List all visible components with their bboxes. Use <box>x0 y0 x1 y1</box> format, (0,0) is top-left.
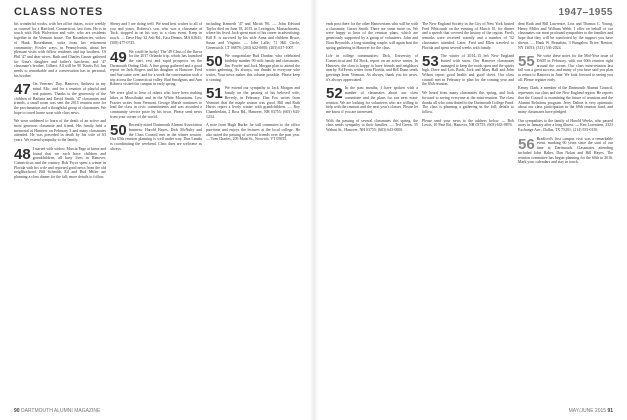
class-note-entry <box>326 86 418 114</box>
class-year-number: 50 <box>110 122 127 140</box>
column-4 <box>326 22 418 137</box>
class-note-entry <box>14 147 106 180</box>
section-title: CLASS NOTES <box>14 6 104 18</box>
column-2 <box>110 22 202 156</box>
class-note-text: dent Ruth and Bill Lawrence, Lois and Thomas C. Young, Henry Miller and William Webb. I offer on behalf of our classmates our most profound sympathies to the families and hope that they will be comforted by the support you have shown. — Hank W. Beaudoin, 3 Bungalow Drive, Benton, NY 13053; (315) 536-2024. <box>518 22 613 50</box>
class-year-number: 52 <box>326 85 343 103</box>
class-year-number: 56 <box>518 135 535 153</box>
column-5 <box>422 22 514 132</box>
class-note-text: We heard from many classmates this spring, and look forward to seeing everyone at the mini-reunion. The class thanks all who contributed to the Dartmouth College Fund. The class is planning a gathering in the fall; details to follow. <box>422 91 514 114</box>
column-1 <box>14 22 106 184</box>
class-year-range: 1947–1955 <box>558 7 613 18</box>
right-folio <box>569 408 613 414</box>
class-note-text: On Veterans' Day, Hanover, Amherst in my mind. Mic, and for a reunion of playful and real patrons. Thanks to the generosity of the children of Barbara and David Smith, '47 classmates and friends, a small room was sent the 2015 reunion note for the proclamation and a thoughtful group of classmates. We hope to travel home soon with class news. <box>14 82 106 115</box>
class-note-text: We could be lucky! The '49 Class of the flavor for the 2017 Orlando trip, which has launched the start, rest and rapid prospects on the Dartmouth Outing Club. A fine group gathered and a good report on Jack Rogers and his daughter at Hanover. Fred and Sue came over, and for a week the conversation took a trip across the Connecticut valley. Bud Snodgrass and Ann Roberts visited the campus in early spring. <box>110 49 202 87</box>
class-note-text: We write these notes for the Mid-Year issue of DAM in February, with our 60th reunion right around the corner. Our class mini-reunion last fall was a great success, and many of you have said you plan to return to Hanover in June. We look forward to seeing you all. Please register early. <box>518 54 613 82</box>
class-note-text: his wonderful works, with her office duties, twice weekly as counsel for a Hartford, Connecticut, law firm. He is in touch with Bob Wolverton and wife, who are residents together in the Vermont house. The Rosenberries, widow of Hank Rosenbaum, write from her retirement community; Fowler ways, in Pennsylvania, about her pleasant visits with fellow residents and top brothers. Of Phil '47 and dear wives, Ruth and Charles Gasser gathered for Gina's daughter and father's luncheon, and '47 classmate's brother, Gilbert. All will be 90 'Kurtis Ed. Jun needs to remarkable and a conversation has in personal; his brother. <box>14 22 106 78</box>
left-page-number: 90 <box>14 408 20 414</box>
class-note-text: Please send your news to the address below. — Bob Lewis, 10 Pine Rd., Hanover, NH 03755; (603) 643-9876. <box>422 118 514 128</box>
class-note-entry <box>110 22 202 46</box>
class-note-entry <box>518 86 613 114</box>
class-note-text: Life in college communities: Dick, University of Connecticut and Ed Bock, report on an active winter. In Hanover, the class is happy to have friends and neighbors nearby. Ed Ferris writes from Florida, and Bill Dunn sends greetings from Vermont. As always, thank you for news, it's always appreciated. <box>326 54 418 82</box>
class-year-number: 49 <box>110 48 127 66</box>
class-note-text: Kenny Clark, a member of the Dartmouth Alumni Council, represents our class and the New England region. He reports that the Council is examining the future of reunions and the Alumni Relations program. Jerry Dalton is very optimistic about our class participation in the 60th reunion fund, and many classmates have pledged. <box>518 86 613 114</box>
class-note-entry <box>422 22 514 50</box>
class-note-entry <box>518 22 613 50</box>
class-note-text: A note from Hugh Burke: he still commutes to the office part-time and enjoys the lectures at the local college. He also noted the passing of several friends over the past year. — Tom Charles, 205 Main St., Norwich, VT 05055. <box>206 123 300 142</box>
left-folio <box>14 408 100 414</box>
column-3 <box>206 22 300 146</box>
right-page-number: 91 <box>607 408 613 414</box>
column-6 <box>518 22 613 169</box>
class-note-entry <box>14 22 106 78</box>
magazine-title: DARTMOUTH ALUMNI MAGAZINE <box>20 408 101 414</box>
class-note-entry <box>110 123 202 151</box>
class-note-entry <box>518 54 613 82</box>
page-gutter <box>310 0 318 420</box>
class-note-entry <box>110 50 202 88</box>
class-note-entry <box>110 91 202 119</box>
class-note-text: In the past months, I have spoken with a number of classmates about our class committee and the plans for our next mini-reunion. We are looking for volunteers who are willing to help with the reunion and the next year's classes. Please let me know if you are interested. <box>326 86 418 114</box>
issue-date: MAY/JUNE 2015 <box>568 408 607 414</box>
class-year-number: 55 <box>518 53 535 71</box>
class-note-entry <box>326 119 418 133</box>
class-note-entry <box>518 137 613 165</box>
class-note-text: We congratulate Bud Dunbar, who celebrated birthday number 90 with family and classmates. Jim Fowler and Jack Morgan plan to attend the winter gathering. As always, our thanks to everyone who writes. Your news makes this column possible. Please keep it coming. <box>206 54 300 82</box>
class-note-text: We were glad to hear of others who have been making hikes at Moosilauke and in the White Mountains. Lew Frazier writes from Vermont. George Marsh continues to lead the class in civic commitments and was awarded a community service prize by his town. Please send news from your corner of the world. <box>110 91 202 119</box>
class-note-text: Our sympathies to the family of Harold Weeks, who passed away in January after a long illness. — Ken Lorentzen, 2323 Exchange Ave., Dallas, TX 75201; (214) 555-0150. <box>518 118 613 133</box>
class-note-text: We extend our sympathy to Jack Morgan and family on the passing of his beloved wife, Beverly, in February. Dan Fox writes from Vermont that the maple season was good. Bill and Ruth Harris report a lively winter with grandchildren. — Roy Chamberlain, 2 Ross Rd., Hanover, NH 03755; (603) 643-1234. <box>206 86 300 119</box>
class-note-entry <box>206 86 300 119</box>
class-note-text: I started with widow, Marcia Page at home and found that we each have children and grandchildren, all busy lives in Hanover, Connecticut, and the country. Bob Pryor spent a winter in Florida with his wife and reported good news from the old neighborhood. Bill Schmidt, Ed and Bud Miller are planning a class dinner for the fall; more details to follow. <box>14 146 107 180</box>
class-note-text: The New England Society in the City of New York hosted Fred Whitcomb on the evening of March 10, for dinner and a speech that covered the history of the region. Fred's remarks were received warmly and a number of '52 classmates attended. Later, Fred and Ellen traveled to Florida and spent several weeks with family. <box>422 22 514 50</box>
class-year-number: 51 <box>206 85 223 103</box>
class-note-text: Sherry and I are doing well. We send best wishes to all of you and yours. Roberts's son, who was a classmate at Tuck, stopped in on his way to a class event. Keep in touch. — Dave Hay, 32 Ash Rd., East Dennis, MA 02641; (508) 477-0745. <box>110 22 202 45</box>
class-note-entry <box>422 91 514 115</box>
class-note-entry <box>206 123 300 142</box>
class-year-number: 50 <box>206 53 223 71</box>
class-note-entry <box>326 22 418 50</box>
class-note-text: ends post there for the other Hanoverians who will be with a classmate, Garret Smith. There are some more on. We were happy to hear of the reunion plans, which are generously supported by a group of volunteers. John and Nora Reynolds, a long-standing couple, will again host the spring gathering in Hanover for the class. <box>326 22 418 50</box>
class-note-entry <box>422 119 514 128</box>
class-note-text: Recently noted Dartmouth Alumni Association business: Harold Hayes, Dick McNulty and the Class Council met in the winter session. Our 65th reunion planning is well under way. Don Landis is coordinating the weekend. Class dues are welcome as always. <box>110 123 202 151</box>
class-note-entry <box>206 22 300 50</box>
class-note-entry <box>14 119 106 143</box>
class-note-entry <box>326 54 418 82</box>
class-note-text: With the passing of several classmates this spring, the class sends sympathy to their families. — Ted Green, 55 Walnut St., Hanover, NH 03755; (603) 643-0000. <box>326 118 418 133</box>
class-note-text: including Kenneth '47 and Micah '86. — John Edward Taylor died on June 18, 2015, in Lexington, Massachusetts, where his lived. Jack spent most of his career in advertising; Bill E. is survived by his wife Anna and children Bruce, Susan and Virginia. — John Lalle, 71 Hill Circle, Greenwich, CT 06878; (203) 622-0000; (203) 637-1007. <box>206 22 300 50</box>
class-year-number: 47 <box>14 81 31 99</box>
class-year-number: 48 <box>14 145 31 163</box>
class-year-number: 53 <box>422 53 439 71</box>
class-note-entry <box>518 119 613 133</box>
class-note-text: The winter of 2014–15 left New England buried with snow. Our Hanover classmates managed to keep the roads open and the spirits high. Dave and Lois Buck, Jack and Mary Hall and John Wilson report good health and good cheer. Our class council met in February to plan for the coming year and the 65th reunion. <box>422 54 514 87</box>
class-note-entry <box>14 82 106 115</box>
class-note-text: We were saddened to learn of the death of an active and most generous classmate and friend. His family held a memorial at Hanover on February 3 and many classmates attended. He was preceded in death by his wife of 63 years. We extend sympathy to the family. <box>14 119 106 143</box>
class-note-text: Bradford's first campus visit was a remarkable event, marking 60 years since the start of our time at Dartmouth. Classmates attending included John Baker, Dan Nolan and Bill Hayes. The reunion committee has begun planning for the 60th in 2016. Mark your calendars and stay in touch. <box>518 136 613 165</box>
class-note-entry <box>206 54 300 82</box>
class-note-entry <box>422 54 514 87</box>
